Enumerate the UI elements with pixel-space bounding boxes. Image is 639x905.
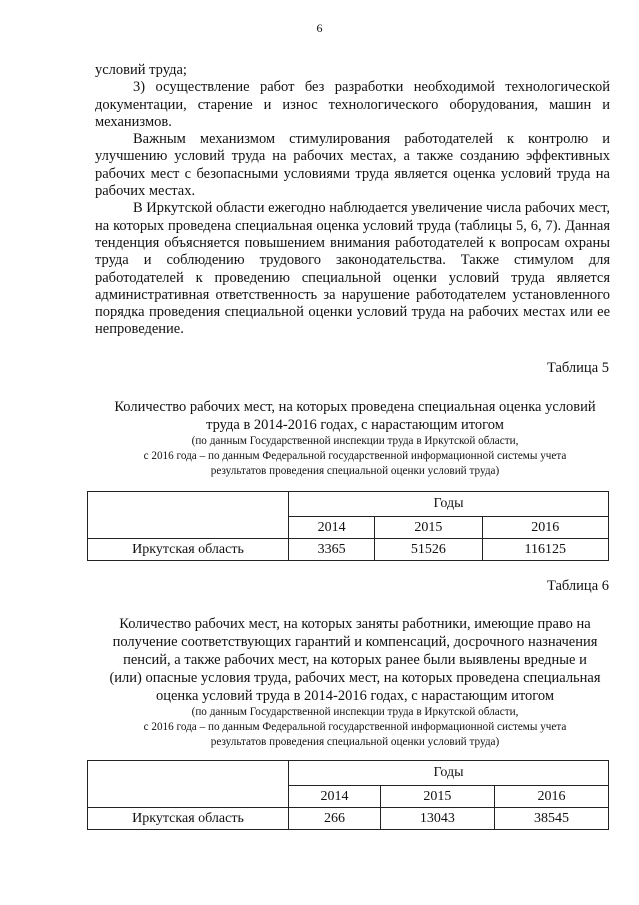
table-6-title-line: получение соответствующих гарантий и компенсаций, досрочного назначения <box>112 634 598 650</box>
table-5-label: Таблица 5 <box>546 360 609 376</box>
value-cell: 116125 <box>482 539 609 561</box>
table-header-empty-cell <box>88 761 289 808</box>
table-5-caption <box>95 398 615 479</box>
table-5-title-line: труда в 2014-2016 годах, с нарастающим итогом <box>206 417 504 433</box>
table-6-note-line: результатов проведения специальной оценки условий труда) <box>210 736 500 748</box>
table-6-title-line: Количество рабочих мест, на которых заняты работники, имеющие право на <box>119 616 591 632</box>
table-row <box>88 539 609 561</box>
table-6-caption <box>95 615 615 750</box>
table-5-note-line: с 2016 года – по данным Федеральной государственной информационной системы учета <box>143 450 567 462</box>
years-header: Годы <box>289 761 609 786</box>
region-cell: Иркутская область <box>88 808 289 830</box>
table-row <box>88 808 609 830</box>
table-6-title-line: (или) опасные условия труда, рабочих мест, на которых проведена специальная <box>109 670 601 686</box>
table-6-label: Таблица 6 <box>546 578 609 594</box>
table-5-title-line: Количество рабочих мест, на которых проведена специальная оценка условий <box>114 399 596 415</box>
year-cell: 2014 <box>289 517 375 539</box>
value-cell: 3365 <box>289 539 375 561</box>
table-5-note-line: результатов проведения специальной оценки условий труда) <box>210 465 500 477</box>
table-5-note-line: (по данным Государственной инспекции труда в Иркутской области, <box>191 435 519 447</box>
year-cell: 2015 <box>380 786 494 808</box>
value-cell: 38545 <box>494 808 608 830</box>
table-6-title-line: пенсий, а также рабочих мест, на которых ранее были выявлены вредные и <box>123 652 587 668</box>
table-header-empty-cell <box>88 492 289 539</box>
year-cell: 2016 <box>494 786 608 808</box>
value-cell: 51526 <box>375 539 482 561</box>
paragraph-1: условий труда; <box>95 62 187 78</box>
region-cell: Иркутская область <box>88 539 289 561</box>
table-6-note-line: (по данным Государственной инспекции труда в Иркутской области, <box>191 706 519 718</box>
value-cell: 13043 <box>380 808 494 830</box>
page-number: 6 <box>316 21 323 35</box>
table-5 <box>87 491 609 561</box>
years-header: Годы <box>289 492 609 517</box>
table-6 <box>87 760 609 830</box>
paragraph-3: Важным механизмом стимулирования работодателей к контролю и улучшению условий труда на рабочих местах, а также созданию эффективных рабочих мест с безопасными условиями труда является оценка условий труда на рабочих местах. <box>95 131 610 200</box>
table-6-note-line: с 2016 года – по данным Федеральной государственной информационной системы учета <box>143 721 567 733</box>
year-cell: 2016 <box>482 517 609 539</box>
table-6-title-line: оценка условий труда в 2014-2016 годах, с нарастающим итогом <box>155 688 555 704</box>
paragraph-4: В Иркутской области ежегодно наблюдается увеличение числа рабочих мест, на которых проведена специальная оценка условий труда (таблицы 5, 6, 7). Данная тенденция объясняется повышением внимания работодателей к вопросам охраны труда и соблюдению трудового законодательства. Также стимулом для работодателей к проведению специальной оценки условий труда является административная ответственность за нарушение работодателем установленного порядка проведения специальной оценки условий труда на рабочих местах или ее непроведение. <box>95 200 610 338</box>
value-cell: 266 <box>289 808 381 830</box>
year-cell: 2014 <box>289 786 381 808</box>
body-text <box>95 62 610 339</box>
paragraph-2: 3) осуществление работ без разработки необходимой технологической документации, старение и износ технологического оборудования, машин и механизмов. <box>95 79 610 130</box>
year-cell: 2015 <box>375 517 482 539</box>
